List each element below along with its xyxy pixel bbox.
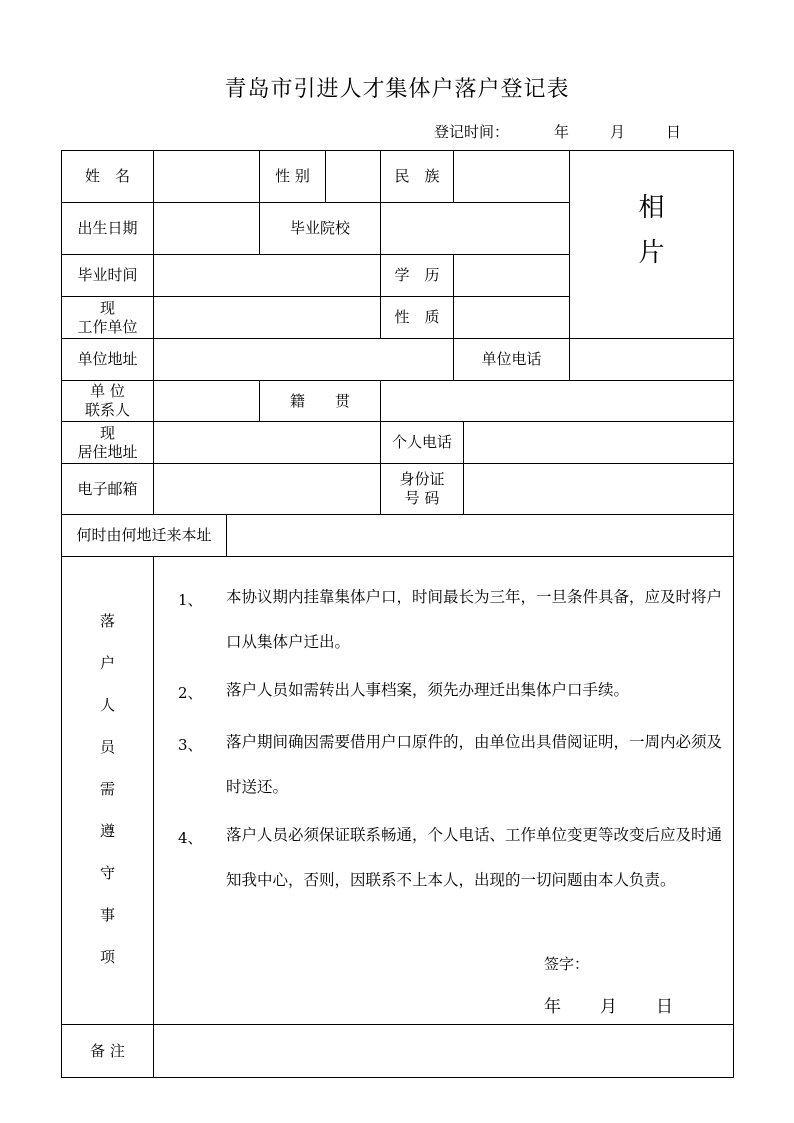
rules-label-char: 员 — [99, 738, 115, 756]
register-year: 年 — [554, 123, 570, 141]
label-unit-contact-line1: 单 位 — [90, 382, 125, 400]
rules-label-char: 落 — [99, 612, 115, 630]
signature-year: 年 — [544, 997, 561, 1017]
rule-number: 3、 — [178, 736, 203, 754]
photo-label-2: 片 — [638, 238, 665, 268]
rules-label-char: 事 — [99, 906, 115, 924]
label-native-place: 籍 贯 — [289, 391, 350, 410]
signature-label: 签字： — [544, 955, 590, 973]
rule-number: 4、 — [178, 829, 203, 847]
rules-label-char: 项 — [99, 948, 115, 966]
label-residence-line2: 居住地址 — [77, 442, 138, 461]
label-id-number — [381, 464, 463, 514]
rule-text: 落户人员如需转出人事档案，须先办理迁出集体户口手续。 — [226, 681, 630, 699]
input-id-number[interactable] — [464, 464, 733, 514]
label-email: 电子邮箱 — [77, 479, 138, 498]
input-unit-phone[interactable] — [570, 339, 733, 380]
label-nature: 性 质 — [394, 308, 440, 326]
label-remarks: 备 注 — [90, 1041, 125, 1060]
label-school: 毕业院校 — [289, 219, 350, 237]
label-work-unit-line1: 现 — [99, 298, 115, 317]
label-moved-from: 何时由何地迁来本址 — [76, 526, 212, 544]
label-residence-line1: 现 — [99, 423, 115, 442]
rules-label-char: 户 — [99, 654, 115, 672]
register-day: 日 — [666, 123, 682, 141]
label-education: 学 历 — [394, 266, 440, 284]
label-birth-date: 出生日期 — [77, 219, 138, 237]
rule-text: 落户期间确因需要借用户口原件的，由单位出具借阅证明，一周内必须及时送还。 — [226, 733, 723, 796]
rules-label — [62, 600, 153, 980]
rules-label-char: 人 — [99, 696, 115, 714]
rules-label-char: 需 — [99, 780, 115, 798]
label-work-unit-line2: 工作单位 — [77, 317, 138, 336]
input-nature[interactable] — [454, 297, 569, 338]
input-work-unit[interactable] — [154, 297, 380, 338]
input-education[interactable] — [454, 255, 569, 296]
signature-month: 月 — [600, 997, 617, 1017]
input-school[interactable] — [381, 203, 569, 254]
label-id-number-line1: 身份证 — [399, 470, 445, 488]
input-grad-time[interactable] — [154, 255, 380, 296]
input-gender[interactable] — [326, 151, 380, 202]
register-label: 登记时间： — [434, 123, 510, 141]
form-title: 青岛市引进人才集体户落户登记表 — [224, 77, 570, 102]
label-work-unit — [62, 297, 153, 338]
label-unit-contact-line2: 联系人 — [84, 401, 130, 419]
rule-text: 本协议期内挂靠集体户口，时间最长为三年，一旦条件具备，应及时将户口从集体户迁出。 — [226, 588, 723, 651]
input-birth-date[interactable] — [154, 203, 259, 254]
label-name: 姓 名 — [84, 167, 130, 185]
label-unit-phone: 单位电话 — [481, 350, 542, 368]
input-moved-from[interactable] — [227, 515, 733, 556]
input-ethnicity[interactable] — [454, 151, 569, 202]
label-personal-phone: 个人电话 — [391, 433, 452, 451]
label-residence — [62, 422, 153, 463]
rules-label-char: 守 — [99, 864, 115, 882]
register-month: 月 — [610, 123, 626, 141]
label-gender: 性 别 — [275, 167, 310, 185]
label-ethnicity: 民 族 — [394, 167, 440, 185]
table-line — [61, 556, 734, 557]
input-native-place[interactable] — [381, 381, 733, 421]
label-id-number-line2: 号 码 — [404, 489, 440, 507]
rules-label-char: 遵 — [99, 822, 115, 840]
input-name[interactable] — [154, 151, 259, 202]
label-grad-time: 毕业时间 — [77, 266, 138, 284]
photo-label-1: 相 — [638, 193, 665, 223]
input-remarks[interactable] — [154, 1025, 733, 1077]
input-residence[interactable] — [154, 422, 380, 463]
table-border-right — [733, 150, 734, 1078]
input-email[interactable] — [154, 464, 380, 514]
input-personal-phone[interactable] — [464, 422, 733, 463]
input-unit-address[interactable] — [154, 339, 453, 380]
table-line — [153, 556, 154, 1077]
rule-text: 落户人员必须保证联系畅通，个人电话、工作单位变更等改变后应及时通知我中心，否则，因联系不上本人，出现的一切问题由本人负责。 — [226, 826, 723, 889]
input-unit-contact[interactable] — [154, 381, 259, 421]
table-border-bottom — [61, 1077, 734, 1078]
rule-number: 2、 — [178, 684, 203, 702]
label-unit-contact — [62, 381, 153, 421]
label-unit-address: 单位地址 — [77, 350, 138, 368]
signature-day: 日 — [656, 997, 673, 1017]
rule-number: 1、 — [178, 591, 203, 609]
